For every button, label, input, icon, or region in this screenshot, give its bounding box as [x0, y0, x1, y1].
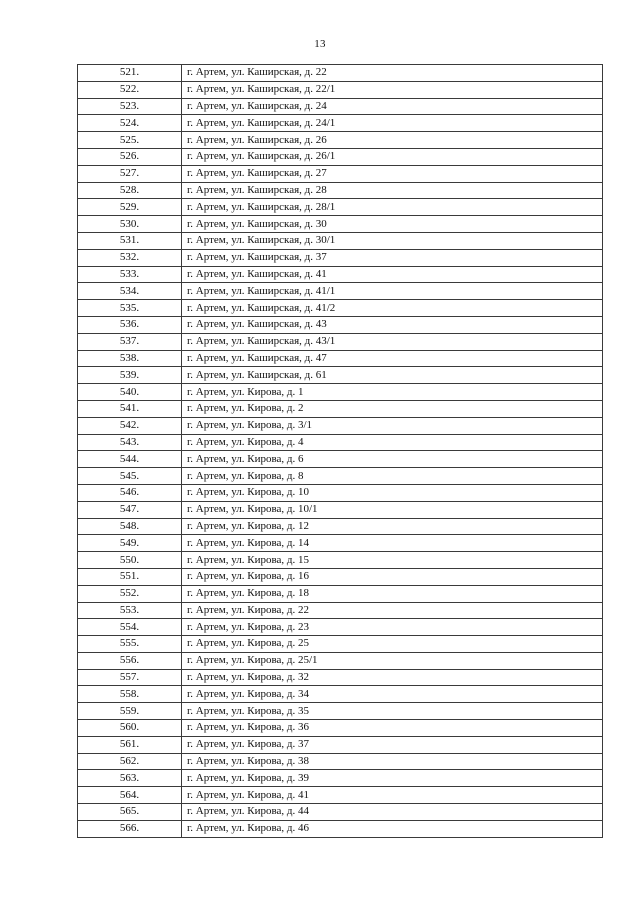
row-address: г. Артем, ул. Кирова, д. 16 [182, 568, 603, 585]
row-address: г. Артем, ул. Каширская, д. 41/2 [182, 300, 603, 317]
table-row [78, 384, 603, 401]
row-address: г. Артем, ул. Кирова, д. 46 [182, 820, 603, 837]
table-row [78, 350, 603, 367]
row-number: 539. [78, 367, 182, 384]
row-number: 542. [78, 417, 182, 434]
row-number: 562. [78, 753, 182, 770]
row-address: г. Артем, ул. Каширская, д. 41 [182, 266, 603, 283]
row-number: 558. [78, 686, 182, 703]
row-address: г. Артем, ул. Каширская, д. 43/1 [182, 333, 603, 350]
table-row [78, 619, 603, 636]
row-address: г. Артем, ул. Каширская, д. 24/1 [182, 115, 603, 132]
row-address: г. Артем, ул. Кирова, д. 14 [182, 535, 603, 552]
row-address: г. Артем, ул. Кирова, д. 38 [182, 753, 603, 770]
row-number: 523. [78, 98, 182, 115]
table-row [78, 484, 603, 501]
row-number: 564. [78, 787, 182, 804]
row-number: 521. [78, 65, 182, 82]
row-number: 544. [78, 451, 182, 468]
row-address: г. Артем, ул. Каширская, д. 43 [182, 316, 603, 333]
table-row [78, 669, 603, 686]
table-row [78, 720, 603, 737]
table-row [78, 552, 603, 569]
table-row [78, 65, 603, 82]
row-address: г. Артем, ул. Кирова, д. 15 [182, 552, 603, 569]
row-address: г. Артем, ул. Кирова, д. 2 [182, 400, 603, 417]
row-number: 559. [78, 703, 182, 720]
table-row [78, 283, 603, 300]
table-row [78, 451, 603, 468]
row-number: 522. [78, 81, 182, 98]
table-row [78, 703, 603, 720]
row-number: 566. [78, 820, 182, 837]
table-row [78, 316, 603, 333]
row-number: 524. [78, 115, 182, 132]
table-row [78, 787, 603, 804]
row-number: 546. [78, 484, 182, 501]
row-number: 560. [78, 720, 182, 737]
table-row [78, 585, 603, 602]
row-number: 525. [78, 132, 182, 149]
table-row [78, 518, 603, 535]
row-number: 554. [78, 619, 182, 636]
row-number: 530. [78, 216, 182, 233]
row-address: г. Артем, ул. Каширская, д. 30/1 [182, 232, 603, 249]
table-row [78, 249, 603, 266]
table-row [78, 636, 603, 653]
row-address: г. Артем, ул. Кирова, д. 35 [182, 703, 603, 720]
row-address: г. Артем, ул. Кирова, д. 44 [182, 804, 603, 821]
table-row [78, 400, 603, 417]
row-number: 557. [78, 669, 182, 686]
row-address: г. Артем, ул. Каширская, д. 61 [182, 367, 603, 384]
table-row [78, 333, 603, 350]
table-row [78, 820, 603, 837]
row-number: 535. [78, 300, 182, 317]
row-number: 533. [78, 266, 182, 283]
row-number: 563. [78, 770, 182, 787]
table-row [78, 652, 603, 669]
row-address: г. Артем, ул. Кирова, д. 3/1 [182, 417, 603, 434]
row-address: г. Артем, ул. Кирова, д. 6 [182, 451, 603, 468]
row-address: г. Артем, ул. Кирова, д. 10 [182, 484, 603, 501]
row-address: г. Артем, ул. Кирова, д. 32 [182, 669, 603, 686]
row-address: г. Артем, ул. Кирова, д. 10/1 [182, 501, 603, 518]
row-number: 531. [78, 232, 182, 249]
table-row [78, 753, 603, 770]
row-number: 529. [78, 199, 182, 216]
table-row [78, 535, 603, 552]
row-address: г. Артем, ул. Кирова, д. 18 [182, 585, 603, 602]
row-address: г. Артем, ул. Кирова, д. 25/1 [182, 652, 603, 669]
table-row [78, 434, 603, 451]
table-row [78, 216, 603, 233]
table-row [78, 300, 603, 317]
table-row [78, 98, 603, 115]
table-row [78, 367, 603, 384]
row-address: г. Артем, ул. Кирова, д. 36 [182, 720, 603, 737]
row-number: 547. [78, 501, 182, 518]
row-number: 552. [78, 585, 182, 602]
row-address: г. Артем, ул. Каширская, д. 22/1 [182, 81, 603, 98]
row-number: 537. [78, 333, 182, 350]
table-row [78, 568, 603, 585]
table-row [78, 804, 603, 821]
row-number: 561. [78, 736, 182, 753]
row-number: 528. [78, 182, 182, 199]
table-row [78, 736, 603, 753]
row-address: г. Артем, ул. Кирова, д. 39 [182, 770, 603, 787]
row-number: 565. [78, 804, 182, 821]
row-number: 545. [78, 468, 182, 485]
row-address: г. Артем, ул. Каширская, д. 41/1 [182, 283, 603, 300]
table-row [78, 165, 603, 182]
row-number: 549. [78, 535, 182, 552]
row-number: 551. [78, 568, 182, 585]
row-address: г. Артем, ул. Кирова, д. 23 [182, 619, 603, 636]
row-address: г. Артем, ул. Кирова, д. 1 [182, 384, 603, 401]
row-address: г. Артем, ул. Кирова, д. 37 [182, 736, 603, 753]
table-row [78, 266, 603, 283]
row-address: г. Артем, ул. Каширская, д. 30 [182, 216, 603, 233]
table-row [78, 115, 603, 132]
row-number: 540. [78, 384, 182, 401]
table-row [78, 81, 603, 98]
row-number: 526. [78, 148, 182, 165]
row-address: г. Артем, ул. Каширская, д. 27 [182, 165, 603, 182]
row-address: г. Артем, ул. Каширская, д. 24 [182, 98, 603, 115]
row-address: г. Артем, ул. Кирова, д. 8 [182, 468, 603, 485]
address-table-body [78, 65, 603, 838]
row-number: 538. [78, 350, 182, 367]
row-number: 534. [78, 283, 182, 300]
table-row [78, 132, 603, 149]
row-address: г. Артем, ул. Каширская, д. 26/1 [182, 148, 603, 165]
row-number: 553. [78, 602, 182, 619]
row-address: г. Артем, ул. Кирова, д. 41 [182, 787, 603, 804]
row-address: г. Артем, ул. Кирова, д. 22 [182, 602, 603, 619]
row-number: 541. [78, 400, 182, 417]
row-address: г. Артем, ул. Каширская, д. 28/1 [182, 199, 603, 216]
table-row [78, 417, 603, 434]
table-row [78, 602, 603, 619]
row-number: 536. [78, 316, 182, 333]
row-address: г. Артем, ул. Каширская, д. 22 [182, 65, 603, 82]
row-number: 527. [78, 165, 182, 182]
row-number: 543. [78, 434, 182, 451]
table-row [78, 232, 603, 249]
table-row [78, 148, 603, 165]
table-row [78, 199, 603, 216]
row-address: г. Артем, ул. Каширская, д. 47 [182, 350, 603, 367]
page-number: 13 [314, 38, 326, 50]
table-row [78, 770, 603, 787]
row-address: г. Артем, ул. Каширская, д. 37 [182, 249, 603, 266]
address-table [77, 64, 603, 838]
row-number: 550. [78, 552, 182, 569]
row-address: г. Артем, ул. Кирова, д. 4 [182, 434, 603, 451]
table-row [78, 501, 603, 518]
row-address: г. Артем, ул. Кирова, д. 34 [182, 686, 603, 703]
table-row [78, 468, 603, 485]
row-address: г. Артем, ул. Кирова, д. 12 [182, 518, 603, 535]
table-row [78, 182, 603, 199]
row-number: 548. [78, 518, 182, 535]
row-number: 555. [78, 636, 182, 653]
table-row [78, 686, 603, 703]
row-number: 556. [78, 652, 182, 669]
row-address: г. Артем, ул. Каширская, д. 26 [182, 132, 603, 149]
row-address: г. Артем, ул. Каширская, д. 28 [182, 182, 603, 199]
row-number: 532. [78, 249, 182, 266]
row-address: г. Артем, ул. Кирова, д. 25 [182, 636, 603, 653]
